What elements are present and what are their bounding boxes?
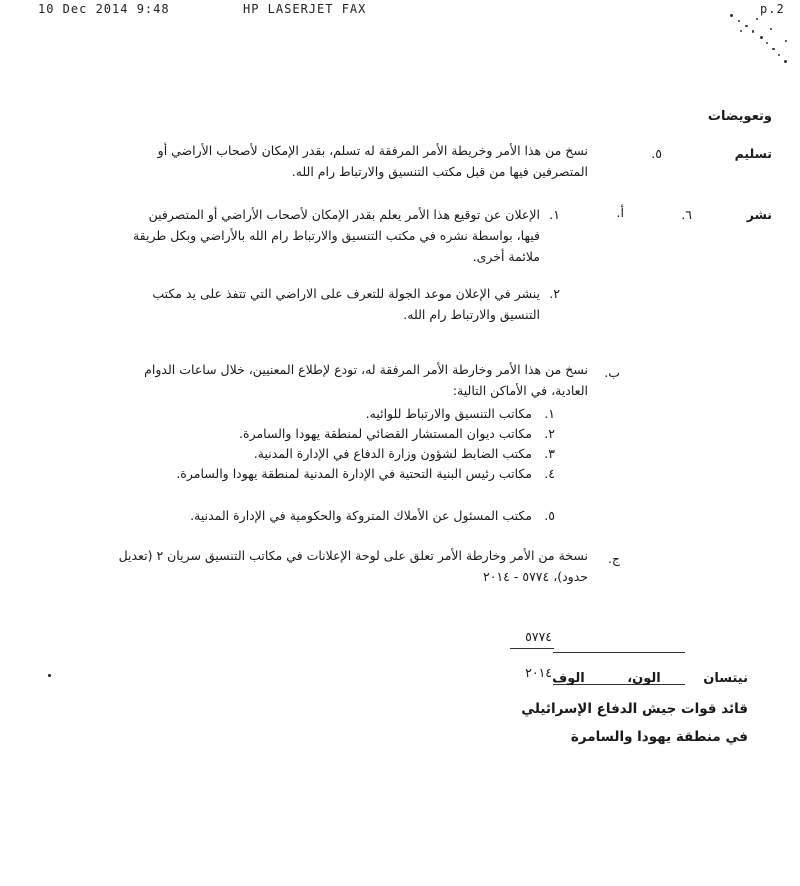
signer-title-line2: في منطقة يهودا والسامرة — [570, 729, 748, 745]
item5-number: ٥. — [651, 146, 662, 161]
item6-b1-text: مكاتب التنسيق والارتباط للوائيه. — [365, 406, 532, 421]
item6-b4-number: ٤. — [544, 466, 555, 481]
item6-a1-number: ١. — [549, 207, 560, 222]
item6-a2-text: ينشر في الإعلان موعد الجولة للتعرف على الاراضي التي تتفذ على يد مكتب التنسيق والارتباط رام الله. — [152, 286, 540, 322]
item6-sub-c-letter: ج. — [607, 551, 620, 566]
date-hebrew: ٥٧٧٤ — [525, 629, 552, 644]
item6-a1-text: الإعلان عن توقيع هذا الأمر يعلم بقدر الإمكان لأصحاب الأراضي أو المتصرفين فيها، بواسطة نشره في مكتب التنسيق والارتباط رام الله بالأراضي وبكل طريقة ملائمة أخرى. — [132, 207, 540, 264]
item6-b2-text: مكاتب ديوان المستشار القضائي لمنطقة يهودا والسامرة. — [239, 426, 532, 441]
item6-number: ٦. — [681, 207, 692, 222]
item5-text: نسخ من هذا الأمر وخريطة الأمر المرفقة له تسلم، بقدر الإمكان لأصحاب الأراضي أو المتصرفين فيها من قبل مكتب التنسيق والارتباط رام الله. — [157, 143, 588, 179]
signer-name: نيتسان الون، الوف — [552, 671, 748, 686]
date-gregorian: ٢٠١٤ — [525, 665, 552, 680]
section-title: وتعويضات — [707, 109, 772, 124]
item6-sub-a-letter: أ. — [616, 205, 624, 220]
item6-sub-b-letter: ب. — [604, 365, 620, 380]
fax-device: HP LASERJET FAX — [243, 2, 367, 16]
date-hebrew-line — [553, 652, 685, 653]
item6-label: نشر — [746, 207, 772, 222]
item6-b-intro: نسخ من هذا الأمر وخارطة الأمر المرفقة له، تودع لإطلاع المعنيين، خلال ساعات الدوام العادية، في الأماكن التالية: — [144, 362, 588, 398]
item6-c-text: نسخة من الأمر وخارطة الأمر تعلق على لوحة الإعلانات في مكاتب التنسيق سريان ٢ (تعديل حدود)، ٥٧٧٤ - ٢٠١٤ — [118, 548, 588, 584]
item6-b4-text: مكاتب رئيس البنية التحتية في الإدارة المدنية لمنطقة يهودا والسامرة. — [176, 466, 532, 481]
item6-b5-text: مكتب المسئول عن الأملاك المتروكة والحكومية في الإدارة المدنية. — [190, 508, 532, 523]
scan-dot — [48, 674, 51, 677]
item6-b3-text: مكتب الضابط لشؤون وزارة الدفاع في الإدارة المدنية. — [253, 446, 532, 461]
date-hebrew-underline-left — [510, 648, 554, 649]
item5-label: تسليم — [734, 146, 772, 161]
item6-b1-number: ١. — [544, 406, 555, 421]
fax-datetime: 10 Dec 2014 9:48 — [38, 2, 170, 16]
fax-page-number: p.2 — [760, 2, 785, 16]
item6-b5-number: ٥. — [544, 508, 555, 523]
signer-title-line1: قائد قوات جيش الدفاع الإسرائيلي — [521, 701, 748, 717]
item6-a2-number: ٢. — [549, 286, 560, 301]
item6-b2-number: ٢. — [544, 426, 555, 441]
item6-b3-number: ٣. — [544, 446, 555, 461]
